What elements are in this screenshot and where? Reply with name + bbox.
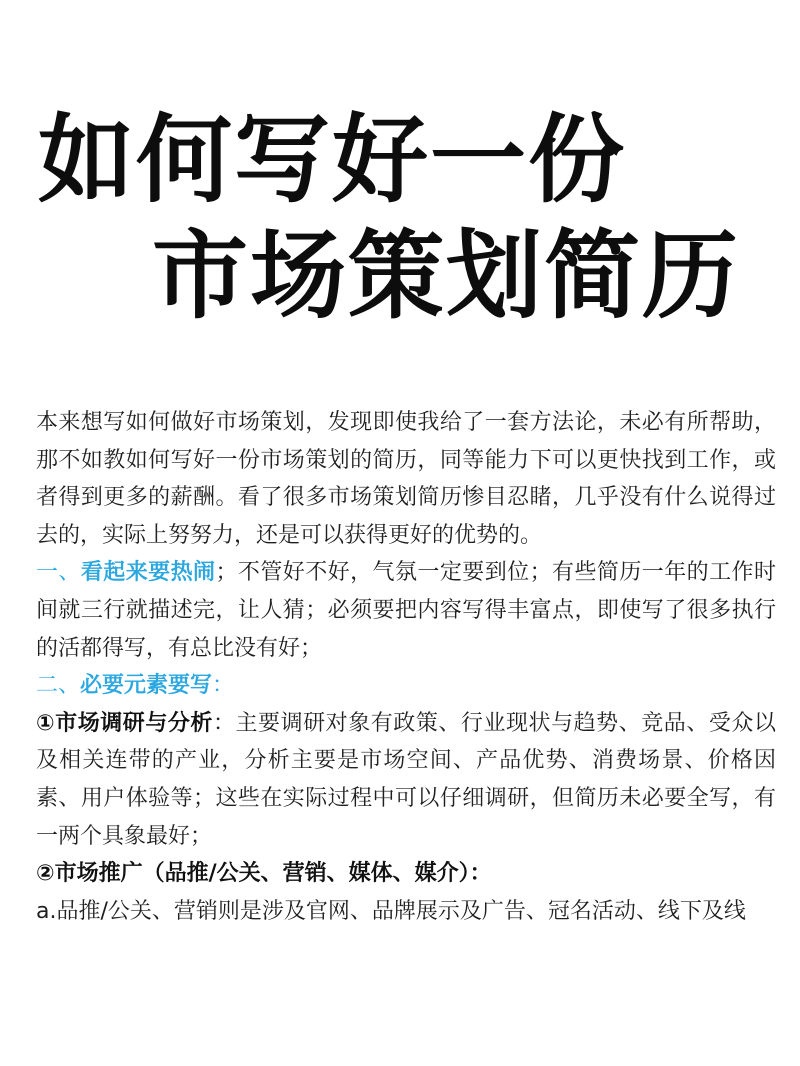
- item-2-suffix: ：: [469, 861, 492, 887]
- section-2-heading: 必要元素要写: [80, 673, 213, 699]
- item-1-paragraph: [36, 705, 776, 855]
- intro-paragraph: 本来想写如何做好市场策划，发现即使我给了一套方法论，未必有所帮助，那不如教如何写好一份市场策划的简历，同等能力下可以更快找到工作，或者得到更多的薪酬。看了很多市场策划简历惨目忍睹，几乎没有什么说得过去的，实际上努努力，还是可以获得更好的优势的。: [36, 410, 776, 548]
- item-2-heading-line: [36, 855, 776, 893]
- item-2-heading: ②市场推广（品推/公关、营销、媒体、媒介）: [36, 861, 470, 887]
- section-1-body: ；不管好不好，气氛一定要到位；有些简历一年的工作时间就三行就描述完，让人猜；必须要把内容写得丰富点，即使写了很多执行的活都得写，有总比没有好；: [36, 560, 776, 661]
- page-title-line-1: 如何写好一份: [38, 104, 626, 216]
- item-1-body: ：主要调研对象有政策、行业现状与趋势、竞品、受众以及相关连带的产业，分析主要是市场空间、产品优势、消费场景、价格因素、用户体验等；这些在实际过程中可以仔细调研，但简历未必要全写，有一两个具象最好；: [36, 710, 776, 849]
- section-1-heading: 看起来要热闹: [80, 560, 216, 586]
- section-2-prefix: 二、: [36, 673, 81, 699]
- article-body: [36, 404, 776, 930]
- page-title-line-2: 市场策划简历: [152, 220, 740, 332]
- item-2a-paragraph: a.品推/公关、营销则是涉及官网、品牌展示及广告、冠名活动、线下及线: [36, 898, 746, 924]
- section-1-paragraph: [36, 554, 776, 667]
- section-1-prefix: 一、: [36, 560, 81, 586]
- item-1-heading: ①市场调研与分析: [36, 710, 213, 736]
- section-2-heading-line: [36, 667, 776, 705]
- section-2-suffix: ：: [212, 673, 235, 699]
